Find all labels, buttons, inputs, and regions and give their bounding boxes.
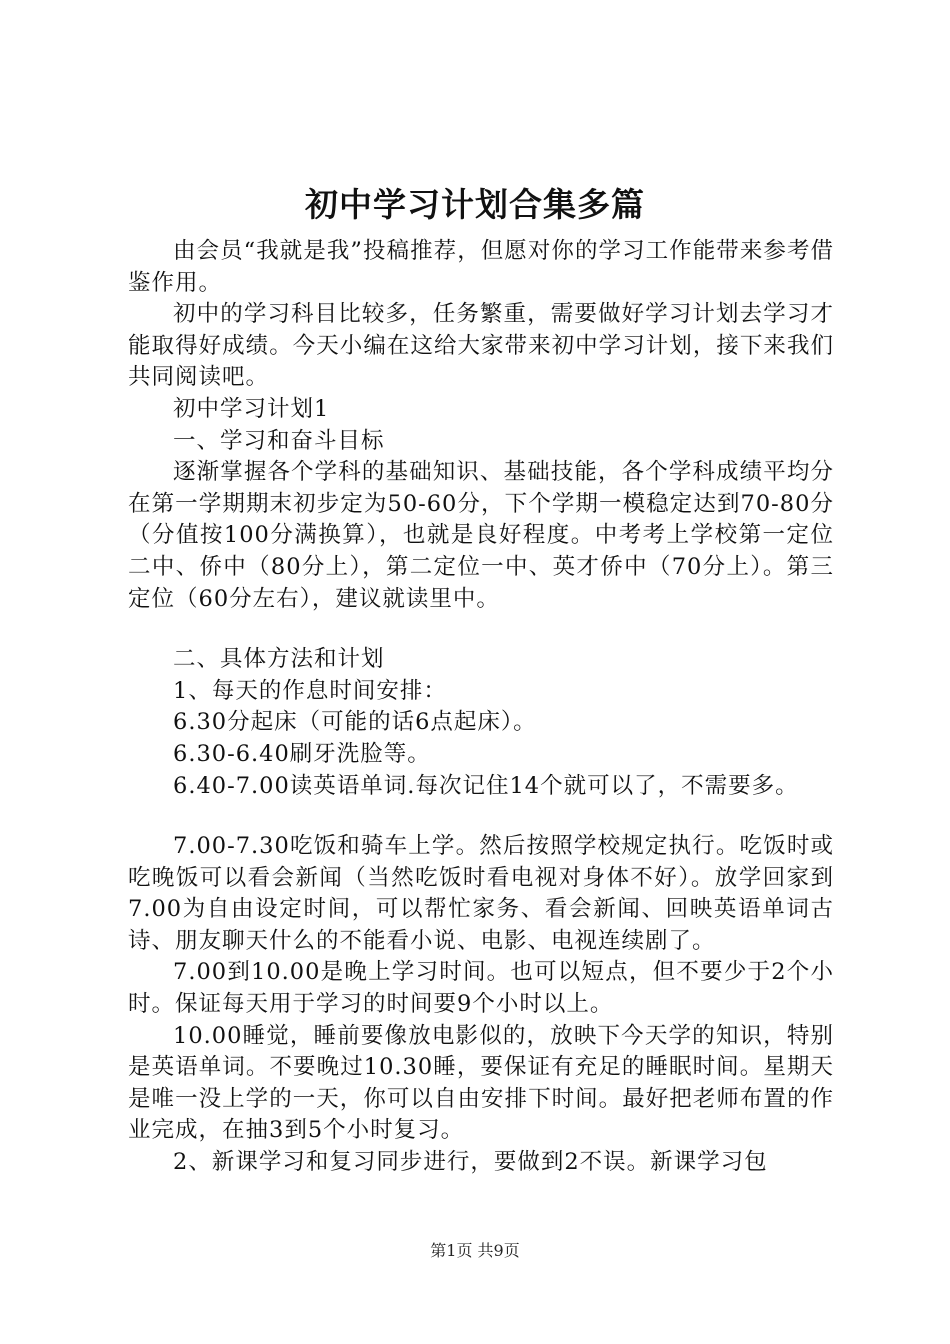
section-heading-methods: 二、具体方法和计划 <box>173 646 385 673</box>
schedule-item: 6.30-6.40刷牙洗脸等。 <box>173 740 431 767</box>
schedule-heading: 1、每天的作息时间安排： <box>173 677 447 704</box>
schedule-paragraph: 10.00睡觉，睡前要像放电影似的，放映下今天学的知识，特别是英语单词。不要晚过10.30睡，要保证有充足的睡眠时间。星期天是唯一没上学的一天，你可以自由安排下时间。最好把老师布置的作业完成，在抽3到5个小时复习。 <box>128 1022 834 1144</box>
schedule-paragraph: 7.00-7.30吃饭和骑车上学。然后按照学校规定执行。吃饭时或吃晚饭可以看会新闻（当然吃饭时看电视对身体不好）。放学回家到7.00为自由设定时间，可以帮忙家务、看会新闻、回映英语单词古诗、朋友聊天什么的不能看小说、电影、电视连续剧了。 <box>128 833 834 954</box>
schedule-item: 6.30分起床（可能的话6点起床）。 <box>173 709 537 736</box>
document-title: 初中学习计划合集多篇 <box>305 185 645 224</box>
paragraph-gap <box>128 802 834 831</box>
section-heading-goals: 一、学习和奋斗目标 <box>173 427 385 454</box>
paragraph-intro: 由会员“我就是我”投稿推荐，但愿对你的学习工作能带来参考借鉴作用。 <box>128 238 834 296</box>
paragraph-gap <box>128 615 834 644</box>
document-body <box>128 236 834 1179</box>
paragraph-review: 2、新课学习和复习同步进行，要做到2不误。新课学习包 <box>173 1149 768 1176</box>
plan-heading: 初中学习计划1 <box>173 395 330 422</box>
schedule-paragraph: 7.00到10.00是晚上学习时间。也可以短点，但不要少于2个小时。保证每天用于学习的时间要9个小时以上。 <box>128 959 834 1018</box>
paragraph-overview: 初中的学习科目比较多，任务繁重，需要做好学习计划去学习才能取得好成绩。今天小编在这给大家带来初中学习计划，接下来我们共同阅读吧。 <box>128 301 834 391</box>
paragraph-goals: 逐渐掌握各个学科的基础知识、基础技能，各个学科成绩平均分在第一学期期末初步定为50-60分，下个学期一模稳定达到70-80分（分值按100分满换算），也就是良好程度。中考考上学校第一定位二中、侨中（80分上），第二定位一中、英才侨中（70分上）。第三定位（60分左右），建议就读里中。 <box>128 459 834 612</box>
page-footer: 第1页 共9页 <box>430 1241 520 1260</box>
schedule-item: 6.40-7.00读英语单词.每次记住14个就可以了，不需要多。 <box>173 772 799 799</box>
